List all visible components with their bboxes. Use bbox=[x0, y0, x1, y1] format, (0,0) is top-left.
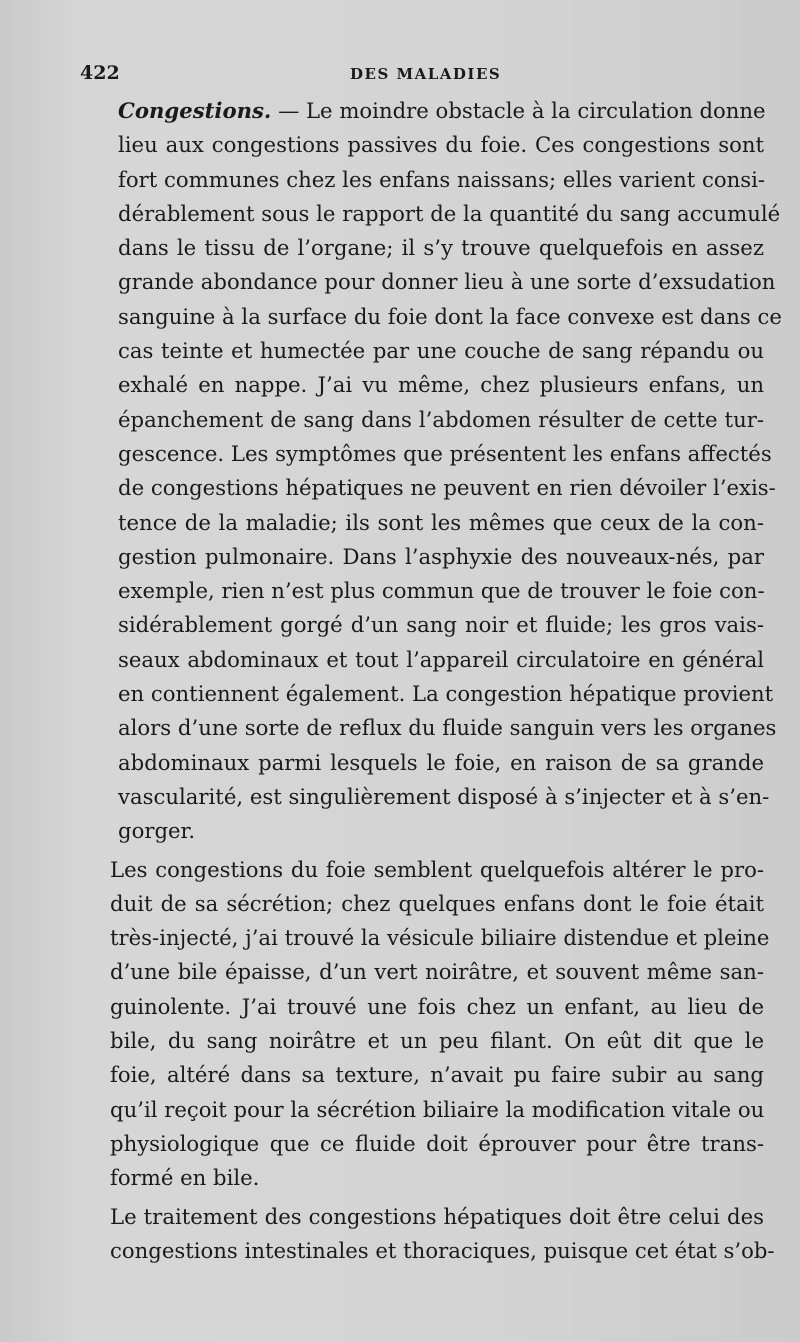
text-line: vascularité, est singulièrement disposé à s’injecter et à s’en- bbox=[118, 783, 770, 809]
text-line: dérablement sous le rapport de la quantité du sang accumulé bbox=[118, 200, 781, 226]
text-line: tence de la maladie; ils sont les mêmes que ceux de la con- bbox=[118, 509, 764, 535]
text-line: bile, du sang noirâtre et un peu filant. On eût dit que le bbox=[110, 1028, 764, 1054]
text-line: cas teinte et humectée par une couche de sang répandu ou bbox=[118, 338, 764, 364]
running-title: DES MALADIES bbox=[350, 65, 502, 83]
text-line: foie, altéré dans sa texture, n’avait pu faire subir au sang bbox=[110, 1062, 764, 1088]
page-number: 422 bbox=[80, 62, 120, 84]
text-line: exemple, rien n’est plus commun que de trouver le foie con- bbox=[118, 578, 765, 604]
text-line: gescence. Les symptômes que présentent les enfans affectés bbox=[118, 440, 772, 466]
text-line: physiologique que ce fluide doit éprouver pour être trans- bbox=[110, 1130, 764, 1156]
text-line: alors d’une sorte de reflux du fluide sanguin vers les organes bbox=[118, 715, 777, 741]
text-line: gestion pulmonaire. Dans l’asphyxie des nouveaux-nés, par bbox=[118, 543, 764, 569]
text-line: gorger. bbox=[118, 818, 196, 844]
text-line: d’une bile épaisse, d’un vert noirâtre, et souvent même san- bbox=[110, 959, 764, 985]
paragraph-traitement bbox=[78, 1200, 775, 1269]
text-line: fort communes chez les enfans naissans; elles varient consi- bbox=[118, 166, 766, 192]
paragraph-congestions bbox=[78, 94, 782, 849]
text-line: abdominaux parmi lesquels le foie, en raison de sa grande bbox=[118, 749, 764, 775]
text-line: seaux abdominaux et tout l’appareil circulatoire en général bbox=[118, 646, 764, 672]
text-line: exhalé en nappe. J’ai vu même, chez plusieurs enfans, un bbox=[118, 372, 764, 398]
text-line: Les congestions du foie semblent quelquefois altérer le pro- bbox=[110, 856, 764, 882]
text-line: de congestions hépatiques ne peuvent en rien dévoiler l’exis- bbox=[118, 475, 776, 501]
running-head bbox=[80, 62, 760, 86]
text-line: congestions intestinales et thoraciques, puisque cet état s’ob- bbox=[110, 1237, 775, 1263]
text-line: lieu aux congestions passives du foie. Ces congestions sont bbox=[118, 132, 764, 158]
text-line: duit de sa sécrétion; chez quelques enfans dont le foie était bbox=[110, 890, 764, 916]
text-line: sidérablement gorgé d’un sang noir et fluide; les gros vais- bbox=[118, 612, 764, 638]
paragraph-secretion bbox=[78, 853, 770, 1196]
text-line: sanguine à la surface du foie dont la face convexe est dans ce bbox=[118, 303, 782, 329]
body-text bbox=[78, 94, 782, 1268]
text-line: formé en bile. bbox=[110, 1165, 260, 1191]
text-line: en contiennent également. La congestion hépatique provient bbox=[118, 681, 774, 707]
text-line: qu’il reçoit pour la sécrétion biliaire la modification vitale ou bbox=[110, 1096, 765, 1122]
text-line: grande abondance pour donner lieu à une sorte d’exsudation bbox=[118, 269, 776, 295]
text-line: épanchement de sang dans l’abdomen résulter de cette tur- bbox=[118, 406, 764, 432]
text-line: Congestions. — Le moindre obstacle à la circulation donne bbox=[118, 98, 766, 123]
text-line: très-injecté, j’ai trouvé la vésicule biliaire distendue et pleine bbox=[110, 925, 770, 951]
text-line: dans le tissu de l’organe; il s’y trouve quelquefois en assez bbox=[118, 235, 764, 261]
section-heading: Congestions. bbox=[118, 98, 272, 123]
text-line: Le traitement des congestions hépatiques doit être celui des bbox=[110, 1203, 764, 1229]
text-line: guinolente. J’ai trouvé une fois chez un enfant, au lieu de bbox=[110, 993, 764, 1019]
